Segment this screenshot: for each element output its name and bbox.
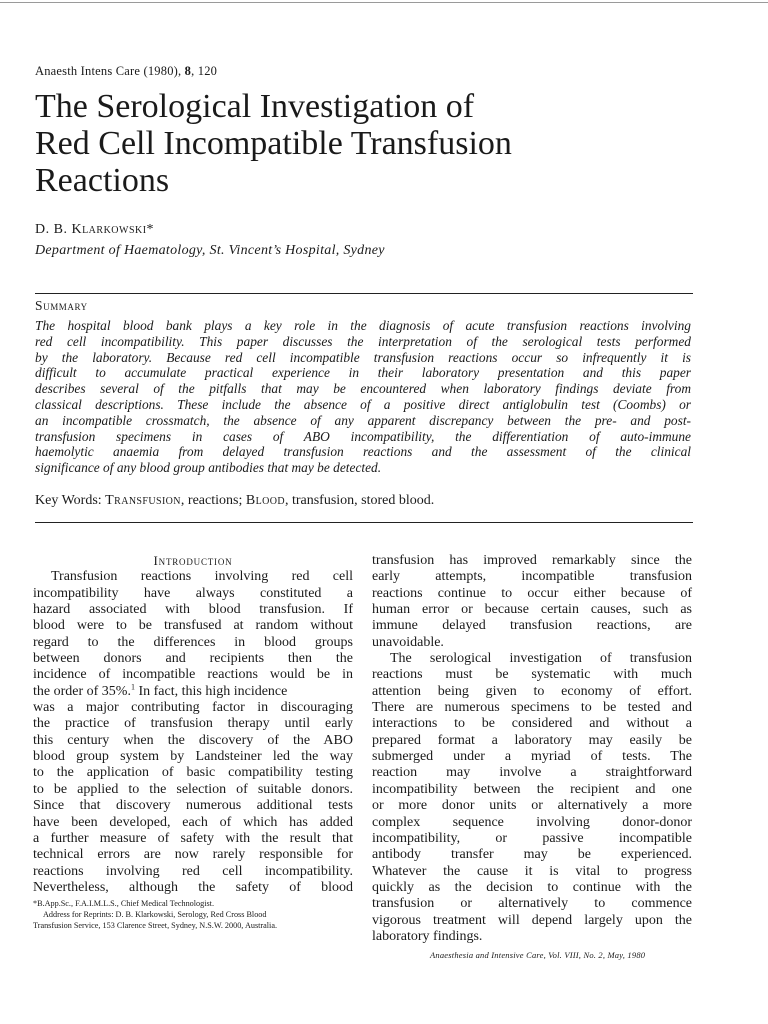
body-line: early attempts, incompatible transfusion [372, 569, 692, 585]
summary-line: by the laboratory. Because red cell incompatible transfusion reactions occur so infrequently it is [35, 349, 691, 365]
summary-line: difficult to accumulate practical experience in their laboratory presentation and this paper [35, 365, 691, 381]
summary-heading: Summary [35, 298, 88, 313]
body-line: reactions involving red cell incompatibility. [33, 863, 353, 879]
key-word-text: , reactions; [180, 493, 246, 508]
footnotes [33, 898, 353, 931]
author-affiliation: Department of Haematology, St. Vincent’s Hospital, Sydney [35, 243, 385, 258]
summary-line: significance of any blood group antibodies that may be detected. [35, 460, 382, 476]
body-line: human error or because certain causes, such as [372, 602, 692, 618]
citation-volume: 8 [184, 64, 192, 78]
summary-line: an incompatible crossmatch, the absence of any apparent discrepancy between the pre- and post- [35, 412, 691, 428]
body-line: Transfusion reactions involving red cell [51, 569, 353, 585]
body-line: reactions continue to occur either because of [372, 585, 692, 601]
body-line: regard to the differences in blood groups [33, 634, 353, 650]
body-line: unavoidable. [372, 634, 444, 650]
body-line: complex sequence involving donor-donor [372, 814, 692, 830]
author-name [35, 222, 154, 238]
body-line: transfusion or alternatively to commence [372, 896, 692, 912]
key-word-text: , transfusion, stored blood. [284, 493, 435, 508]
reference-mark: 1 [130, 682, 135, 692]
body-line: incompatibility, or passive incompatible [372, 830, 692, 846]
body-line [33, 684, 353, 700]
body-column-left [33, 553, 353, 896]
article-title [35, 88, 675, 199]
body-line: or more donor units or alternatively a more [372, 798, 692, 814]
summary-bottom-rule [35, 522, 693, 523]
body-line: antibody transfer may be experienced. [372, 847, 692, 863]
body-line: to be applied to the selection of suitable donors. [33, 781, 353, 797]
body-line: blood were to be transfused at random without [33, 618, 353, 634]
body-line: incompatibility have always constituted a [33, 585, 353, 601]
body-line: submerged under a myriad of tests. The [372, 749, 692, 765]
body-line: incidence of incompatible reactions would be in [33, 667, 353, 683]
introduction-heading: Introduction [153, 553, 233, 568]
body-line: blood group system by Landsteiner led the way [33, 749, 353, 765]
page-top-edge [0, 2, 768, 3]
body-line: Since that discovery numerous additional tests [33, 798, 353, 814]
author-initials: D. B. [35, 222, 72, 237]
citation-journal: Anaesth Intens Care (1980), [35, 64, 185, 78]
body-line: a further measure of safety with the result that [33, 830, 353, 846]
footnote-address: Transfusion Service, 153 Clarence Street, Sydney, N.S.W. 2000, Australia. [33, 921, 277, 930]
body-line: to the application of basic compatibility testing [33, 765, 353, 781]
citation-pages: , 120 [191, 64, 218, 78]
body-line: Nevertheless, although the safety of blood [33, 879, 353, 895]
body-line: laboratory findings. [372, 928, 483, 944]
author-text [35, 222, 154, 237]
summary-line: classical descriptions. These include the absence of a positive direct antiglobulin test (Coombs) or [35, 396, 691, 412]
summary-text [35, 318, 691, 476]
body-line: reaction may involve a straightforward [372, 765, 692, 781]
body-line: technical errors are now rarely responsible for [33, 847, 353, 863]
body-line: transfusion has improved remarkably since the [372, 553, 692, 568]
summary-top-rule [35, 293, 693, 294]
footnote-credentials: *B.App.Sc., F.A.I.M.L.S., Chief Medical Technologist. [33, 899, 215, 908]
title-line: The Serological Investigation of [35, 88, 475, 125]
summary-line: red cell incompatibility. This paper discusses the interpretation of the serological tests performed [35, 333, 691, 349]
body-line-start: the order of 35%. [33, 683, 131, 699]
body-line: quickly as the decision to continue with the [372, 879, 692, 895]
summary-line: The hospital blood bank plays a key role in the diagnosis of acute transfusion reactions involving [35, 318, 691, 333]
journal-citation [35, 64, 217, 79]
body-line: this century when the discovery of the ABO [33, 732, 353, 748]
body-line: between donors and recipients then the [33, 651, 353, 667]
body-line: attention being given to economy of effort. [372, 683, 692, 699]
summary-line: describes several of the pitfalls that may be encountered when laboratory findings deviate from [35, 381, 691, 397]
body-line: have been developed, each of which has added [33, 814, 353, 830]
title-line: Red Cell Incompatible Transfusion [35, 125, 512, 162]
body-line: There are numerous specimens to be tested and [372, 700, 692, 716]
body-line: hazard associated with blood transfusion. If [33, 602, 353, 618]
body-line: interactions to be considered and without a [372, 716, 692, 732]
footnote-address: Address for Reprints: D. B. Klarkowski, Serology, Red Cross Blood [43, 910, 267, 919]
author-surname: Klarkowski* [71, 222, 155, 237]
body-column-right [372, 553, 692, 945]
body-line: reactions must be systematic with much [372, 667, 692, 683]
page-footer: Anaesthesia and Intensive Care, Vol. VIII, No. 2, May, 1980 [430, 950, 646, 960]
title-line: Reactions [35, 162, 170, 199]
key-words [35, 493, 434, 509]
key-word-term: Blood [245, 493, 285, 508]
summary-line: transfusion specimens in cases of ABO incompatibility, the differentiation of auto-immune [35, 428, 691, 444]
body-line: immune delayed transfusion reactions, are [372, 618, 692, 634]
body-line: incompatibility between the recipient and one [372, 781, 692, 797]
body-line: prepared format a laboratory may easily be [372, 732, 692, 748]
key-words-label: Key Words: [35, 493, 106, 508]
body-line: vigorous treatment will depend largely upon the [372, 912, 692, 928]
body-line: was a major contributing factor in discouraging [33, 700, 353, 716]
body-line: The serological investigation of transfusion [390, 651, 692, 667]
summary-line: haemolytic anaemia from delayed transfusion reactions and the assessment of the clinical [35, 444, 691, 460]
body-line-tail: In fact, this high incidence [134, 683, 288, 699]
body-line: the practice of transfusion therapy until early [33, 716, 353, 732]
key-word-term: Transfusion [105, 493, 181, 508]
body-line: Whatever the cause it is vital to progress [372, 863, 692, 879]
